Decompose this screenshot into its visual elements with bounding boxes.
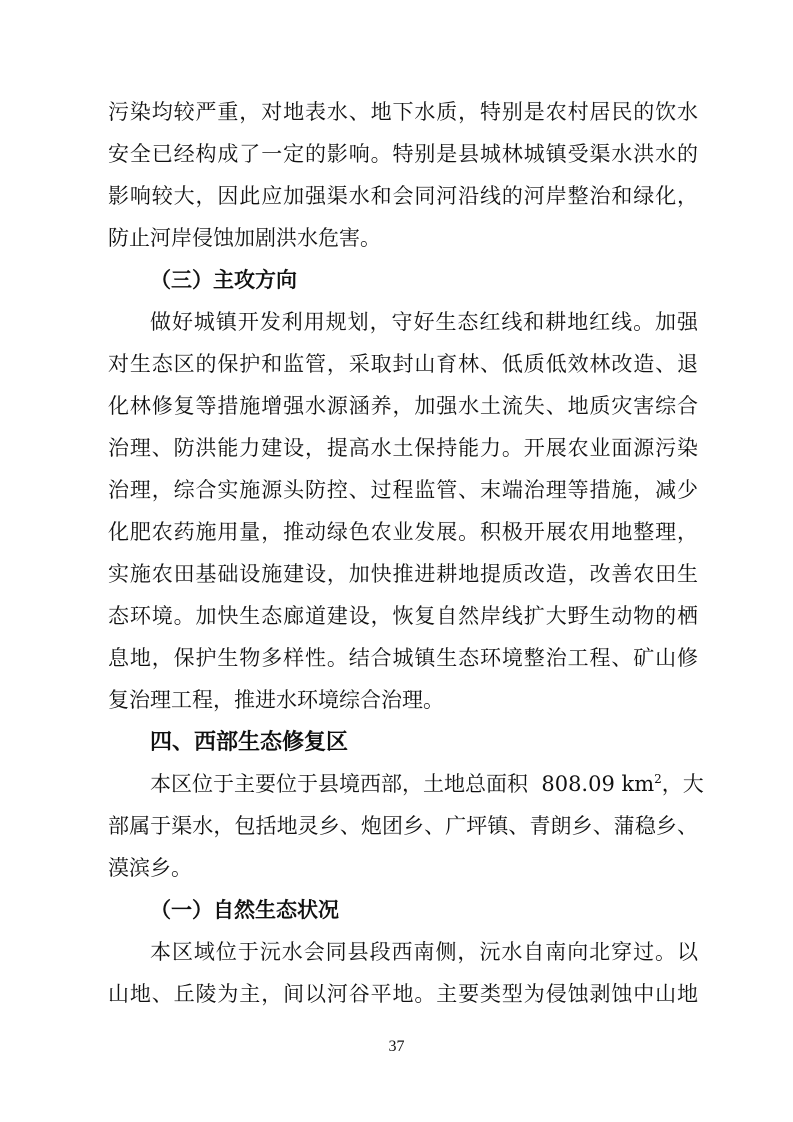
body-text-line: 山地、丘陵为主，间以河谷平地。主要类型为侵蚀剥蚀中山地 bbox=[108, 982, 698, 1006]
intro-text: 本区位于主要位于县境西部，土地总面积 808.09 km bbox=[150, 772, 655, 796]
body-text-line: 化肥农药施用量，推动绿色农业发展。积极开展农用地整理， bbox=[108, 520, 698, 544]
body-text-line: 息地，保护生物多样性。结合城镇生态环境整治工程、矿山修 bbox=[108, 646, 698, 670]
body-text-line: 治理，综合实施源头防控、过程监管、末端治理等措施，减少 bbox=[108, 478, 698, 502]
body-text-line: 化林修复等措施增强水源涵养，加强水土流失、地质灾害综合 bbox=[108, 394, 698, 418]
section-heading: （一）自然生态状况 bbox=[150, 897, 339, 922]
body-text-line bbox=[150, 763, 704, 805]
body-text-line: 安全已经构成了一定的影响。特别是县城林城镇受渠水洪水的 bbox=[108, 142, 698, 166]
body-text-line: 部属于渠水，包括地灵乡、炮团乡、广坪镇、青朗乡、蒲稳乡、 bbox=[108, 814, 698, 838]
chapter-heading: 四、西部生态修复区 bbox=[150, 729, 349, 755]
section-heading: （三）主攻方向 bbox=[150, 267, 297, 292]
body-text-line: 影响较大，因此应加强渠水和会同河沿线的河岸整治和绿化， bbox=[108, 184, 698, 208]
body-text-line: 防止河岸侵蚀加剧洪水危害。 bbox=[108, 226, 381, 250]
superscript: 2 bbox=[654, 772, 662, 786]
intro-text-tail: ，大 bbox=[661, 772, 704, 796]
page-number: 37 bbox=[388, 1038, 405, 1055]
body-text-line: 复治理工程，推进水环境综合治理。 bbox=[108, 688, 444, 712]
body-text-line: 做好城镇开发利用规划，守好生态红线和耕地红线。加强 bbox=[150, 310, 698, 334]
body-text-line: 漠滨乡。 bbox=[108, 856, 192, 880]
body-text-line: 本区域位于沅水会同县段西南侧，沅水自南向北穿过。以 bbox=[150, 940, 698, 964]
body-text-line: 实施农田基础设施建设，加快推进耕地提质改造，改善农田生 bbox=[108, 562, 698, 586]
body-text-line: 治理、防洪能力建设，提高水土保持能力。开展农业面源污染 bbox=[108, 436, 698, 460]
body-text-line: 污染均较严重，对地表水、地下水质，特别是农村居民的饮水 bbox=[108, 100, 698, 124]
body-text-line: 对生态区的保护和监管，采取封山育林、低质低效林改造、退 bbox=[108, 352, 698, 376]
body-text-line: 态环境。加快生态廊道建设，恢复自然岸线扩大野生动物的栖 bbox=[108, 604, 698, 628]
